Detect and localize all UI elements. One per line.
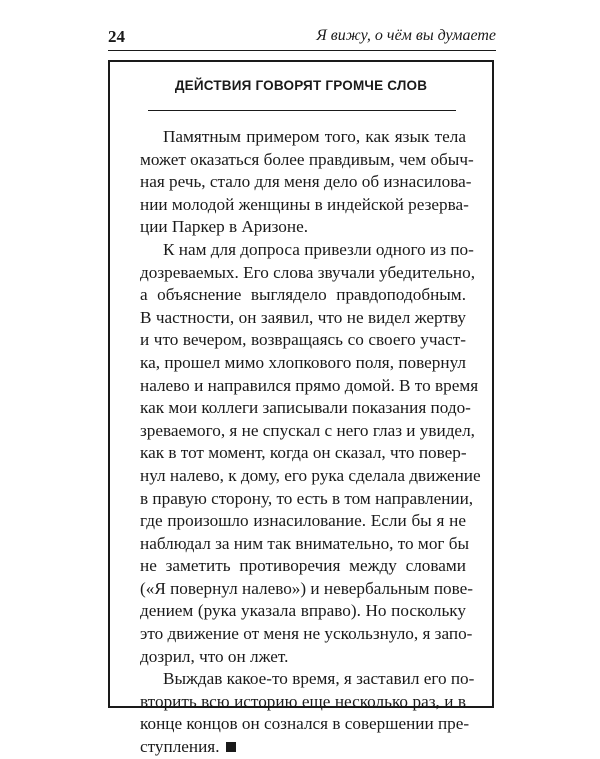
title-divider — [148, 110, 456, 111]
text-line: («Я повернул налево») и невербальным пове- — [140, 578, 473, 598]
text-line: может оказаться более правдивым, чем обыч- — [140, 149, 474, 169]
text-line: дозреваемых. Его слова звучали убедительно, — [140, 262, 476, 282]
text-line: конце концов он сознался в совершении пре- — [140, 714, 470, 734]
text-line: как в тот момент, когда он сказал, что повер- — [140, 443, 467, 463]
paragraph — [140, 239, 481, 668]
text-line-final — [140, 736, 466, 759]
text-line: дозрил, что он лжет. — [140, 646, 289, 666]
text-line: нул налево, к дому, его рука сделала движение — [140, 465, 481, 485]
text-line: К нам для допроса привезли одного из по- — [163, 239, 474, 259]
running-title: Я вижу, о чём вы думаете — [316, 27, 496, 44]
text-line: где произошло изнасилование. Если бы я не — [140, 511, 466, 531]
text-line: ции Паркер в Аризоне. — [140, 217, 308, 237]
paragraph — [140, 126, 474, 239]
end-of-section-square-icon — [226, 742, 236, 752]
final-line-text: ступления. — [140, 737, 220, 757]
text-line: в правую сторону, то есть в том направлении, — [140, 488, 474, 508]
text-line: ная речь, стало для меня дело об изнасилова- — [140, 172, 472, 192]
text-line: а объяснение выглядело правдоподобным. — [140, 285, 466, 305]
text-line: налево и направился прямо домой. В то время — [140, 375, 479, 395]
text-line: Выждав какое-то время, я заставил его по- — [163, 669, 475, 689]
text-line: нии молодой женщины в индейской резерва- — [140, 194, 469, 214]
text-line: это движение от меня не ускользнуло, я запо- — [140, 624, 473, 644]
page-number: 24 — [108, 27, 125, 46]
text-line: наблюдал за ним так внимательно, то мог бы — [140, 533, 470, 553]
text-line: и что вечером, возвращаясь со своего участ- — [140, 330, 466, 350]
text-line: ка, прошел мимо хлопкового поля, повернул — [140, 352, 466, 372]
box-title: ДЕЙСТВИЯ ГОВОРЯТ ГРОМЧЕ СЛОВ — [174, 78, 428, 93]
sidebar-box — [108, 60, 494, 757]
text-line: В частности, он заявил, что не видел жертву — [140, 307, 466, 327]
text-line: Памятным примером того, как язык тела — [163, 127, 466, 146]
text-line: зреваемого, я не спускал с него глаз и увидел, — [140, 420, 475, 440]
running-head — [108, 24, 496, 51]
text-line: как мои коллеги записывали показания подо- — [140, 398, 471, 418]
text-line: не заметить противоречия между словами — [140, 556, 466, 576]
paragraph — [140, 668, 475, 758]
text-line: вторить всю историю еще несколько раз, и в — [140, 691, 466, 711]
box-body — [140, 126, 481, 759]
text-line: дением (рука указала вправо). Но поскольку — [140, 601, 466, 621]
